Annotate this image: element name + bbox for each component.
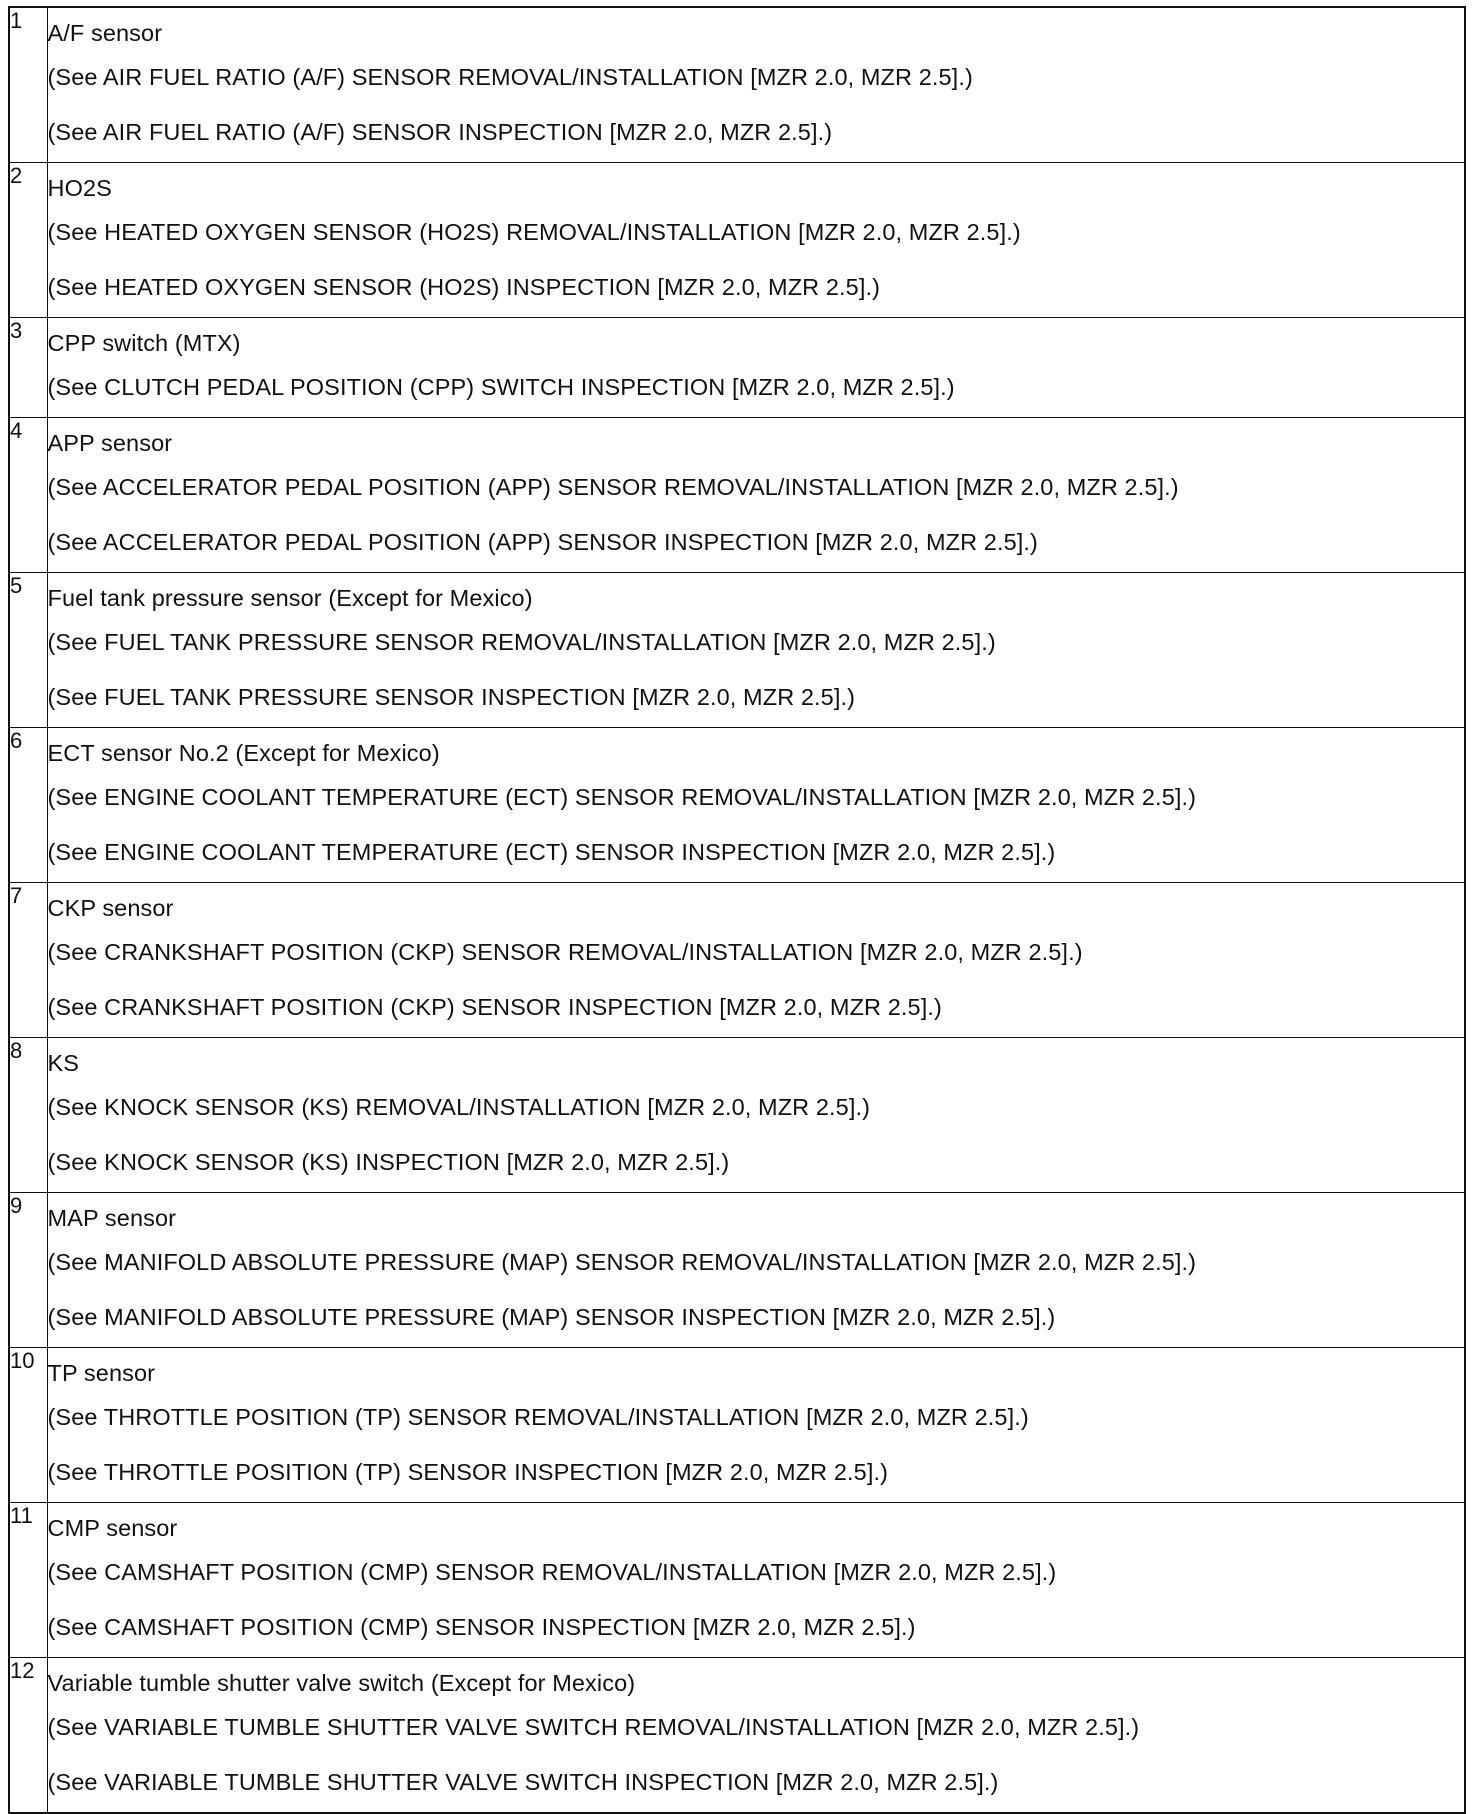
row-content [47,883,1465,1038]
inspection-link[interactable]: (See MANIFOLD ABSOLUTE PRESSURE (MAP) SENSOR INSPECTION [MZR 2.0, MZR 2.5].) [47,1304,1056,1330]
component-name: CMP sensor [47,1515,178,1541]
component-name: CPP switch (MTX) [47,330,241,356]
row-content [47,1503,1465,1658]
removal-installation-link[interactable]: (See CRANKSHAFT POSITION (CKP) SENSOR REMOVAL/INSTALLATION [MZR 2.0, MZR 2.5].) [47,939,1083,965]
removal-installation-link[interactable]: (See MANIFOLD ABSOLUTE PRESSURE (MAP) SENSOR REMOVAL/INSTALLATION [MZR 2.0, MZR 2.5].) [47,1249,1197,1275]
removal-installation-link[interactable]: (See KNOCK SENSOR (KS) REMOVAL/INSTALLATION [MZR 2.0, MZR 2.5].) [47,1094,871,1120]
removal-installation-link[interactable]: (See THROTTLE POSITION (TP) SENSOR REMOVAL/INSTALLATION [MZR 2.0, MZR 2.5].) [47,1404,1029,1430]
component-name: TP sensor [47,1360,156,1386]
inspection-link[interactable]: (See VARIABLE TUMBLE SHUTTER VALVE SWITCH INSPECTION [MZR 2.0, MZR 2.5].) [47,1769,999,1795]
inspection-link[interactable]: (See AIR FUEL RATIO (A/F) SENSOR INSPECTION [MZR 2.0, MZR 2.5].) [47,119,833,145]
row-content [47,7,1465,163]
component-name: CKP sensor [47,895,174,921]
component-name: ECT sensor No.2 (Except for Mexico) [47,740,440,766]
inspection-link[interactable]: (See CAMSHAFT POSITION (CMP) SENSOR INSPECTION [MZR 2.0, MZR 2.5].) [47,1614,916,1640]
component-name: Variable tumble shutter valve switch (Except for Mexico) [47,1670,636,1696]
table-row [9,7,1465,163]
row-content [47,1348,1465,1503]
removal-installation-link[interactable]: (See AIR FUEL RATIO (A/F) SENSOR REMOVAL/INSTALLATION [MZR 2.0, MZR 2.5].) [47,64,973,90]
component-name: HO2S [47,175,112,201]
table-row [9,418,1465,573]
table-row [9,573,1465,728]
row-number: 7 [9,883,47,1038]
inspection-link[interactable]: (See CLUTCH PEDAL POSITION (CPP) SWITCH INSPECTION [MZR 2.0, MZR 2.5].) [47,374,955,400]
component-name: MAP sensor [47,1205,177,1231]
row-content [47,418,1465,573]
inspection-link[interactable]: (See HEATED OXYGEN SENSOR (HO2S) INSPECTION [MZR 2.0, MZR 2.5].) [47,274,881,300]
removal-installation-link[interactable]: (See CAMSHAFT POSITION (CMP) SENSOR REMOVAL/INSTALLATION [MZR 2.0, MZR 2.5].) [47,1559,1057,1585]
row-number: 10 [9,1348,47,1503]
table-row [9,163,1465,318]
table-row [9,883,1465,1038]
table-row [9,728,1465,883]
inspection-link[interactable]: (See KNOCK SENSOR (KS) INSPECTION [MZR 2.0, MZR 2.5].) [47,1149,730,1175]
row-content [47,318,1465,418]
table-row [9,318,1465,418]
row-number: 6 [9,728,47,883]
component-name: A/F sensor [47,20,163,46]
table-row [9,1348,1465,1503]
table-row [9,1503,1465,1658]
removal-installation-link[interactable]: (See VARIABLE TUMBLE SHUTTER VALVE SWITCH REMOVAL/INSTALLATION [MZR 2.0, MZR 2.5].) [47,1714,1140,1740]
inspection-link[interactable]: (See CRANKSHAFT POSITION (CKP) SENSOR INSPECTION [MZR 2.0, MZR 2.5].) [47,994,942,1020]
component-name: APP sensor [47,430,173,456]
row-number: 5 [9,573,47,728]
row-number: 9 [9,1193,47,1348]
row-content [47,163,1465,318]
row-number: 11 [9,1503,47,1658]
removal-installation-link[interactable]: (See HEATED OXYGEN SENSOR (HO2S) REMOVAL/INSTALLATION [MZR 2.0, MZR 2.5].) [47,219,1021,245]
table-row [9,1038,1465,1193]
row-number: 12 [9,1658,47,1814]
row-content [47,1038,1465,1193]
row-content [47,1193,1465,1348]
row-content [47,728,1465,883]
removal-installation-link[interactable]: (See ENGINE COOLANT TEMPERATURE (ECT) SENSOR REMOVAL/INSTALLATION [MZR 2.0, MZR 2.5].) [47,784,1197,810]
inspection-link[interactable]: (See FUEL TANK PRESSURE SENSOR INSPECTION [MZR 2.0, MZR 2.5].) [47,684,856,710]
row-number: 4 [9,418,47,573]
removal-installation-link[interactable]: (See FUEL TANK PRESSURE SENSOR REMOVAL/INSTALLATION [MZR 2.0, MZR 2.5].) [47,629,996,655]
component-reference-sheet [8,6,1466,1795]
component-name: Fuel tank pressure sensor (Except for Mexico) [47,585,533,611]
row-content [47,1658,1465,1814]
row-number: 8 [9,1038,47,1193]
table-body [9,7,1465,1813]
component-reference-table [8,6,1466,1814]
row-number: 2 [9,163,47,318]
row-content [47,573,1465,728]
row-number: 1 [9,7,47,163]
component-name: KS [47,1050,80,1076]
table-row [9,1193,1465,1348]
table-row [9,1658,1465,1814]
removal-installation-link[interactable]: (See ACCELERATOR PEDAL POSITION (APP) SENSOR REMOVAL/INSTALLATION [MZR 2.0, MZR 2.5].) [47,474,1179,500]
inspection-link[interactable]: (See ENGINE COOLANT TEMPERATURE (ECT) SENSOR INSPECTION [MZR 2.0, MZR 2.5].) [47,839,1056,865]
inspection-link[interactable]: (See THROTTLE POSITION (TP) SENSOR INSPECTION [MZR 2.0, MZR 2.5].) [47,1459,889,1485]
inspection-link[interactable]: (See ACCELERATOR PEDAL POSITION (APP) SENSOR INSPECTION [MZR 2.0, MZR 2.5].) [47,529,1038,555]
row-number: 3 [9,318,47,418]
